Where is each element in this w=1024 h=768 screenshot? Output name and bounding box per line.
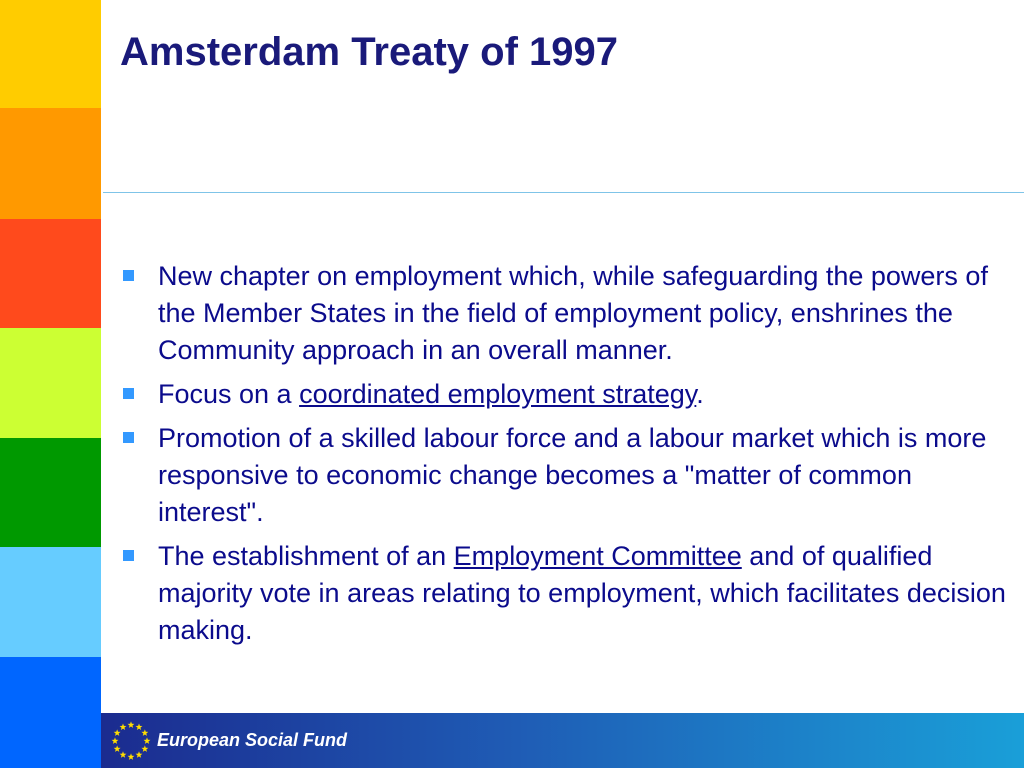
slide-title: Amsterdam Treaty of 1997 (120, 30, 619, 74)
bullet-square-icon (123, 270, 134, 281)
star-icon (112, 737, 119, 744)
star-icon (141, 745, 148, 752)
color-stripe-bar (0, 0, 101, 768)
bullet-item (120, 538, 1010, 649)
star-icon (114, 745, 121, 752)
stripe-blue (0, 657, 101, 768)
footer-label: European Social Fund (157, 730, 348, 750)
bullet-text: Promotion of a skilled labour force and a labour market which is more responsive to economic change becomes a "matter of common interest". (158, 423, 987, 527)
coordinated-employment-strategy-link[interactable]: coordinated employment strategy (299, 379, 697, 409)
bullet-list (120, 258, 1010, 656)
stripe-red (0, 219, 101, 328)
stripe-light-blue (0, 547, 101, 657)
footer-bar (101, 713, 1024, 768)
bullet-text: Focus on a (158, 379, 300, 409)
bullet-text: The establishment of an (158, 541, 454, 571)
star-icon (141, 729, 148, 736)
stripe-lime (0, 328, 101, 438)
star-icon (136, 751, 143, 758)
star-icon (136, 724, 143, 731)
star-icon (114, 729, 121, 736)
bullet-item (120, 376, 1010, 413)
star-icon (128, 721, 135, 728)
stripe-orange (0, 108, 101, 219)
bullet-item (120, 258, 1010, 369)
bullet-item (120, 420, 1010, 531)
eu-flag-stars-icon (109, 719, 153, 763)
employment-committee-link[interactable]: Employment Committee (453, 541, 742, 571)
star-icon (144, 737, 151, 744)
bullet-text: and of qualified majority vote in areas relating to employment, which facilitates decision making. (158, 541, 1006, 645)
stripe-green (0, 438, 101, 547)
bullet-square-icon (123, 432, 134, 443)
bullet-square-icon (123, 388, 134, 399)
bullet-text: . (696, 379, 704, 409)
star-icon (120, 751, 127, 758)
bullet-text: New chapter on employment which, while safeguarding the powers of the Member States in the field of employment policy, enshrines the Community approach in an overall manner. (158, 261, 988, 365)
bullet-square-icon (123, 550, 134, 561)
star-icon (128, 753, 135, 760)
title-divider (103, 192, 1024, 193)
star-icon (120, 724, 127, 731)
stripe-yellow (0, 0, 101, 108)
